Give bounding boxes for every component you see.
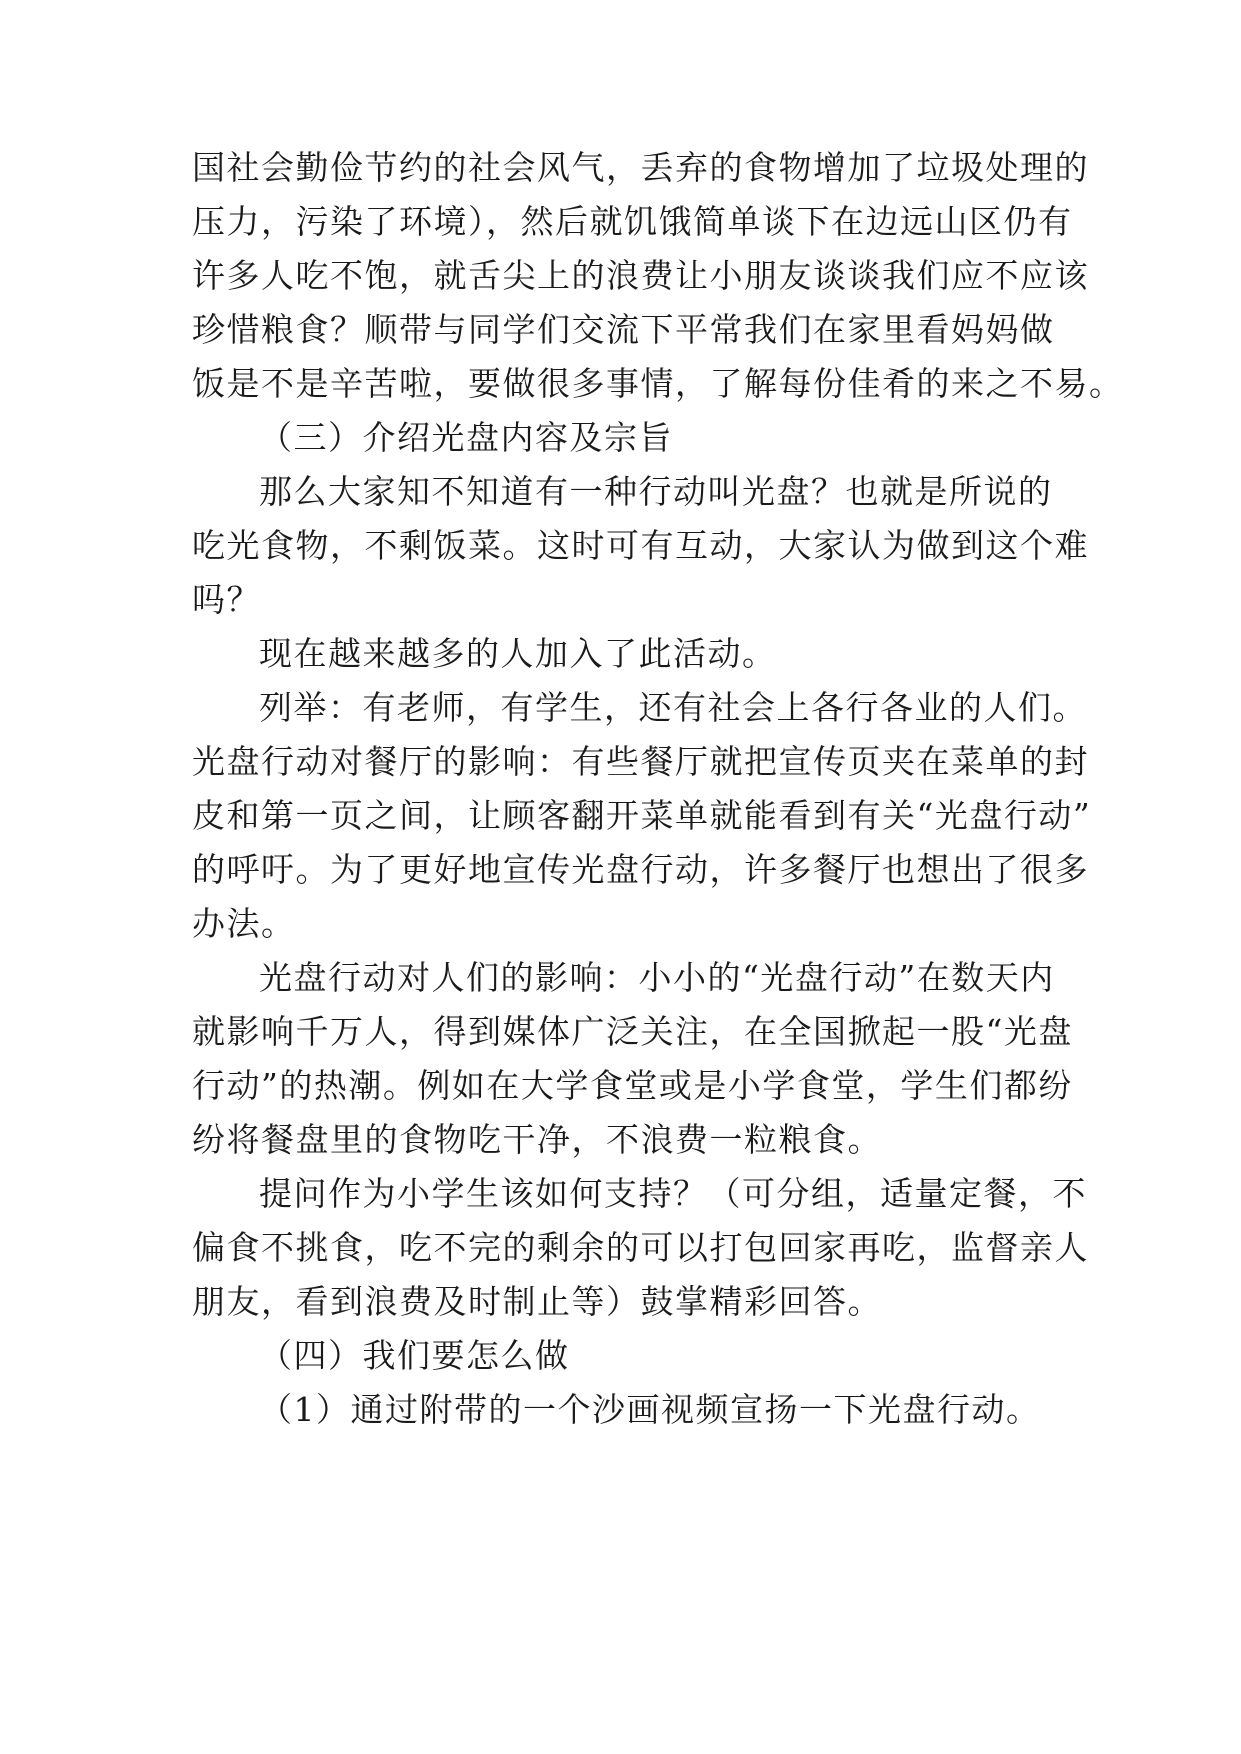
section-heading: （四）我们要怎么做 bbox=[259, 1336, 570, 1375]
text-line: 现在越来越多的人加入了此活动。 bbox=[259, 634, 777, 673]
section-heading: （三）介绍光盘内容及宗旨 bbox=[259, 418, 673, 457]
text-line: 提问作为小学生该如何支持？（可分组，适量定餐，不 bbox=[259, 1174, 1087, 1213]
text-line: 就影响千万人，得到媒体广泛关注，在全国掀起一股“光盘 bbox=[192, 1012, 1073, 1051]
text-line: 纷将餐盘里的食物吃干净，不浪费一粒粮食。 bbox=[192, 1120, 882, 1159]
text-line: 珍惜粮食？顺带与同学们交流下平常我们在家里看妈妈做 bbox=[192, 310, 1055, 349]
text-line: 皮和第一页之间，让顾客翻开菜单就能看到有关“光盘行动” bbox=[192, 796, 1092, 835]
text-line: 压力，污染了环境），然后就饥饿简单谈下在边远山区仍有 bbox=[192, 202, 1073, 241]
text-line: 办法。 bbox=[192, 904, 296, 943]
text-line: 列举：有老师，有学生，还有社会上各行各业的人们。 bbox=[259, 688, 1087, 727]
text-line: 光盘行动对人们的影响：小小的“光盘行动”在数天内 bbox=[259, 958, 1055, 997]
text-line: （1）通过附带的一个沙画视频宣扬一下光盘行动。 bbox=[259, 1390, 1041, 1429]
text-line: 光盘行动对餐厅的影响：有些餐厅就把宣传页夹在菜单的封 bbox=[192, 742, 1089, 781]
text-line: 国社会勤俭节约的社会风气，丢弃的食物增加了垃圾处理的 bbox=[192, 148, 1089, 187]
text-line: 行动”的热潮。例如在大学食堂或是小学食堂，学生们都纷 bbox=[192, 1066, 1073, 1105]
text-line: 那么大家知不知道有一种行动叫光盘？也就是所说的 bbox=[259, 472, 1053, 511]
text-line: 偏食不挑食，吃不完的剩余的可以打包回家再吃，监督亲人 bbox=[192, 1228, 1089, 1267]
text-line: 许多人吃不饱，就舌尖上的浪费让小朋友谈谈我们应不应该 bbox=[192, 256, 1089, 295]
text-line: 朋友，看到浪费及时制止等）鼓掌精彩回答。 bbox=[192, 1282, 882, 1321]
text-line: 吃光食物，不剩饭菜。这时可有互动，大家认为做到这个难 bbox=[192, 526, 1089, 565]
text-line: 饭是不是辛苦啦，要做很多事情，了解每份佳肴的来之不易。 bbox=[192, 364, 1124, 403]
text-line: 吗？ bbox=[192, 580, 261, 619]
text-line: 的呼吁。为了更好地宣传光盘行动，许多餐厅也想出了很多 bbox=[192, 850, 1089, 889]
